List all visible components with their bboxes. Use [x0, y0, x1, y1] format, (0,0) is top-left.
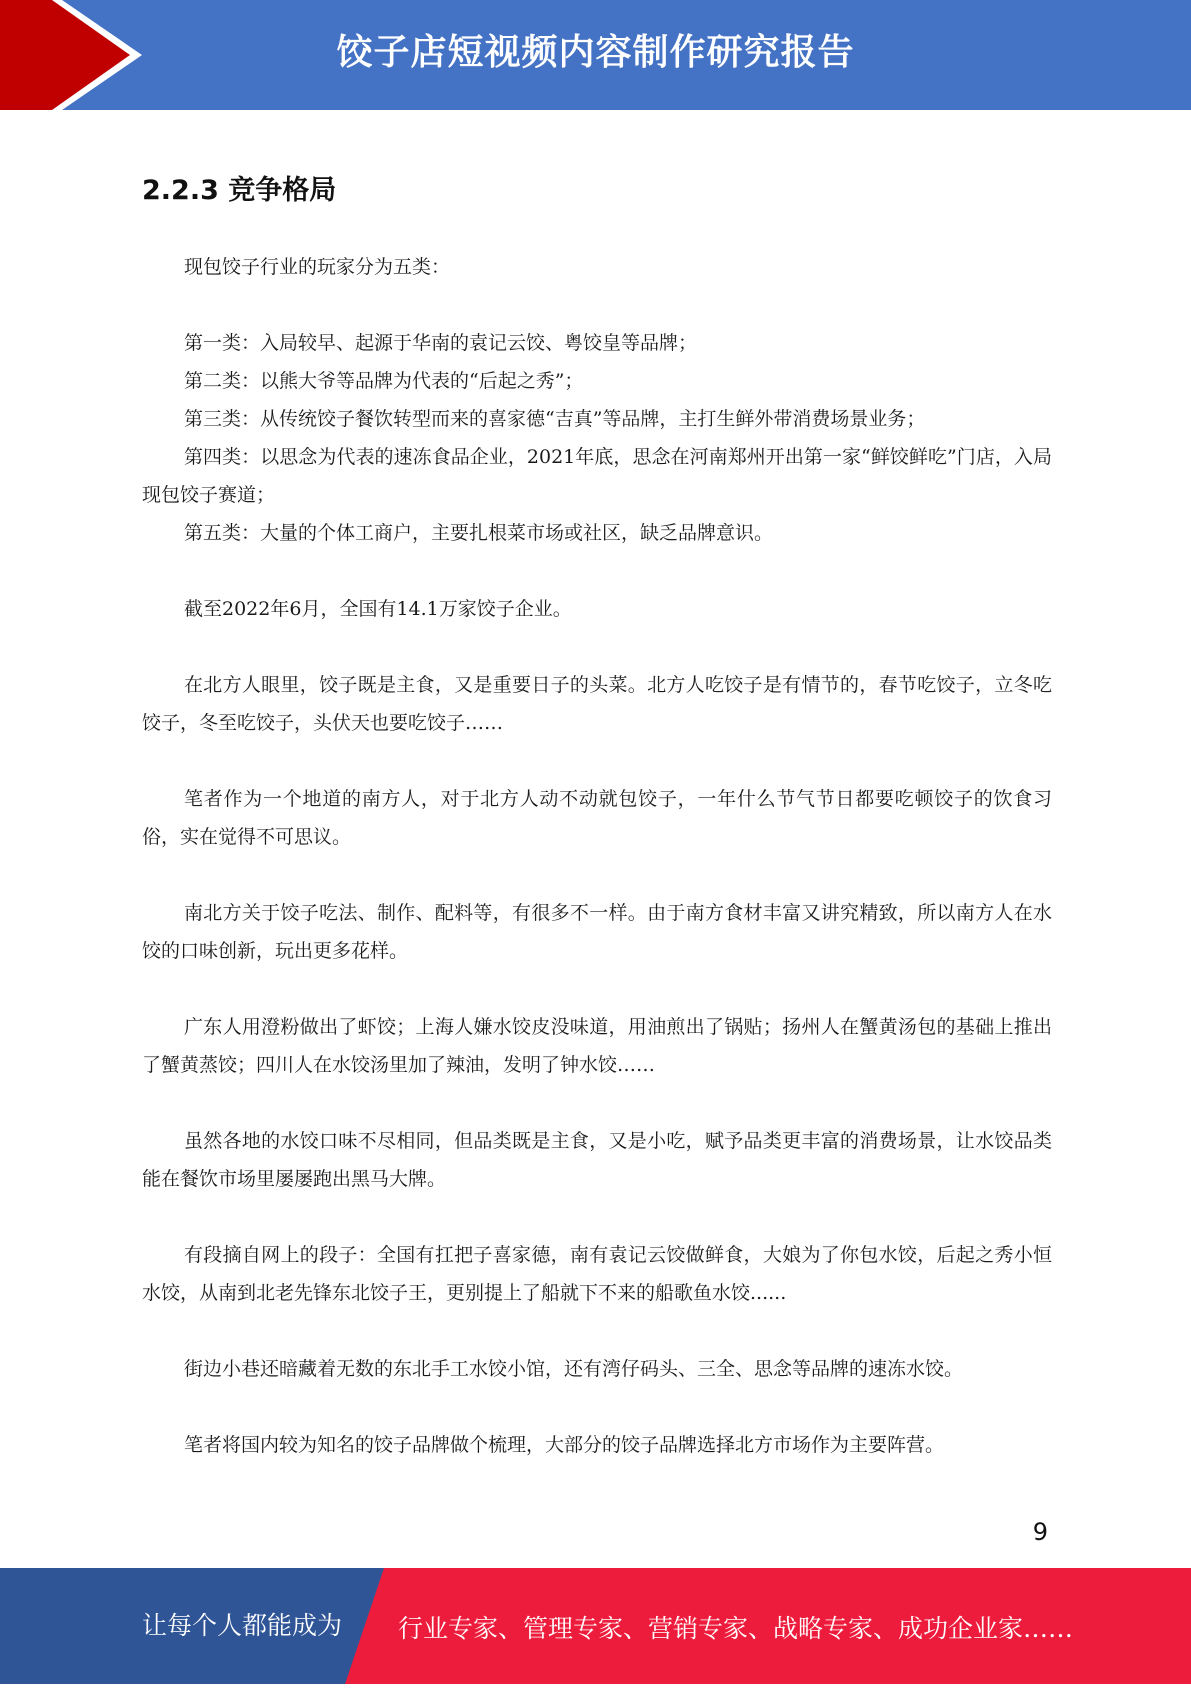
paragraph: 笔者将国内较为知名的饺子品牌做个梳理，大部分的饺子品牌选择北方市场作为主要阵营。: [184, 1434, 945, 1456]
paragraph: 第四类：以思念为代表的速冻食品企业，2021年底，思念在河南郑州开出第一家“鲜饺鲜吃”门店，入局现包饺子赛道；: [142, 446, 1052, 506]
paragraph: 笔者作为一个地道的南方人，对于北方人动不动就包饺子，一年什么节气节日都要吃顿饺子的饮食习俗，实在觉得不可思议。: [142, 788, 1052, 848]
page-header: [0, 0, 1191, 110]
footer-slogan-right: 行业专家、管理专家、营销专家、战略专家、成功企业家……: [398, 1614, 1074, 1643]
paragraph: 第五类：大量的个体工商户，主要扎根菜市场或社区，缺乏品牌意识。: [184, 522, 774, 544]
page-footer: [0, 1568, 1191, 1684]
body-content: [142, 248, 1052, 1464]
paragraph: 虽然各地的水饺口味不尽相同，但品类既是主食，又是小吃，赋予品类更丰富的消费场景，让水饺品类能在餐饮市场里屡屡跑出黑马大牌。: [142, 1130, 1052, 1190]
paragraph: 南北方关于饺子吃法、制作、配料等，有很多不一样。由于南方食材丰富又讲究精致，所以南方人在水饺的口味创新，玩出更多花样。: [142, 902, 1052, 962]
paragraph: 有段摘自网上的段子：全国有扛把子喜家德，南有袁记云饺做鲜食，大娘为了你包水饺，后起之秀小恒水饺，从南到北老先锋东北饺子王，更别提上了船就下不来的船歌鱼水饺......: [142, 1244, 1052, 1304]
report-title: 饺子店短视频内容制作研究报告: [336, 32, 855, 73]
paragraph: 第二类：以熊大爷等品牌为代表的“后起之秀”；: [184, 370, 584, 392]
paragraph: 在北方人眼里，饺子既是主食，又是重要日子的头菜。北方人吃饺子是有情节的，春节吃饺子，立冬吃饺子，冬至吃饺子，头伏天也要吃饺子……: [142, 674, 1052, 734]
paragraph: 现包饺子行业的玩家分为五类：: [184, 256, 451, 278]
footer-slogan-left: 让每个人都能成为: [142, 1611, 343, 1640]
paragraph: 第三类：从传统饺子餐饮转型而来的喜家德“吉真”等品牌，主打生鲜外带消费场景业务；: [184, 408, 926, 430]
section-heading: 2.2.3 竞争格局: [142, 175, 337, 206]
paragraph: 广东人用澄粉做出了虾饺；上海人嫌水饺皮没味道，用油煎出了锅贴；扬州人在蟹黄汤包的基础上推出了蟹黄蒸饺；四川人在水饺汤里加了辣油，发明了钟水饺……: [142, 1016, 1052, 1076]
paragraph: 截至2022年6月，全国有14.1万家饺子企业。: [184, 598, 572, 620]
paragraph: 第一类：入局较早、起源于华南的袁记云饺、粤饺皇等品牌；: [184, 332, 698, 354]
paragraph: 街边小巷还暗藏着无数的东北手工水饺小馆，还有湾仔码头、三全、思念等品牌的速冻水饺。: [184, 1358, 964, 1380]
page-number: 9: [1032, 1518, 1048, 1546]
